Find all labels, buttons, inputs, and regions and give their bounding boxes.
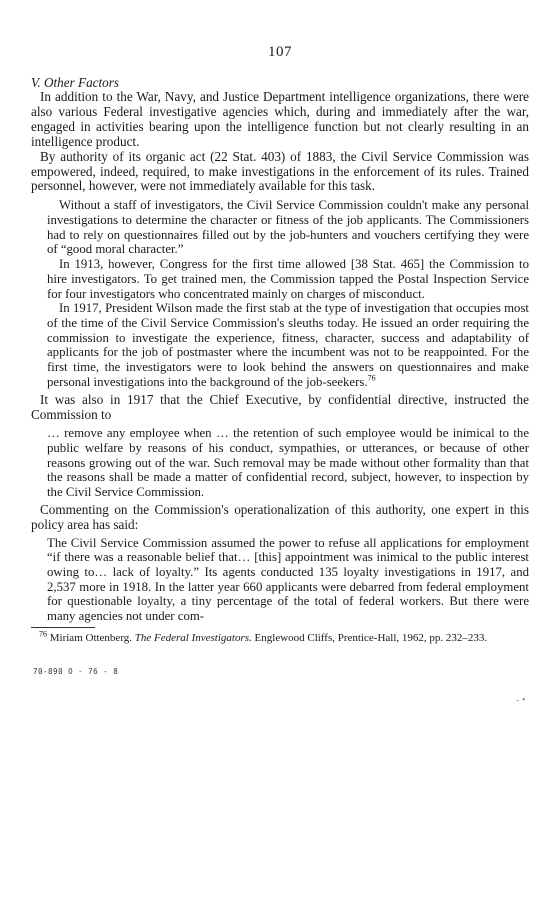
directive-quote-text: … remove any employee when … the retention of such employee would be inimical to the public welfare by reasons of his conduct, sympathies, or utterances, or because of other reasons growing out of the war. Such removal may be made without other formality than that the reasons shall be made a matter of confidential record, subject, however, to inspection by the Civil Service Commission. — [47, 426, 529, 500]
quote-paragraph-1: Without a staff of investigators, the Civil Service Commission couldn't make any personal investigations to determine the character or fitness of the job applicants. The Commissioners had to rely on questionnaires filled out by the job-hunters and vouchers certifying they were of “good moral character.” — [47, 198, 529, 257]
footnote-divider — [31, 627, 95, 628]
block-quote-directive — [47, 426, 529, 500]
block-quote-expert — [47, 536, 529, 624]
paragraph-3: It was also in 1917 that the Chief Executive, by confidential directive, instructed the Commission to — [31, 392, 529, 423]
footnote-marker: 76 — [39, 629, 47, 639]
paragraph-1: In addition to the War, Navy, and Justice Department intelligence organizations, there were also various Federal investigative agencies which, during and immediately after the war, engaged in activities bearing upon the intelligence function but not clearly resulting in an intelligence product. — [31, 89, 529, 149]
document-page — [31, 44, 529, 676]
margin-mark: - • — [516, 695, 526, 706]
section-heading: V. Other Factors — [31, 75, 120, 90]
quote-paragraph-3 — [47, 301, 529, 389]
footnote — [31, 629, 529, 646]
footnote-title: The Federal Investigators. — [134, 631, 252, 644]
footnote-reference: 76 — [367, 373, 376, 383]
quote-paragraph-2: In 1913, however, Congress for the first time allowed [38 Stat. 465] the Commission to hire investigators. To get trained men, the Commission tapped the Postal Inspection Service for four investigators who concentrated mainly on charges of misconduct. — [47, 257, 529, 301]
paragraph-4: Commenting on the Commission's operationalization of this authority, one expert in this policy area has said: — [31, 501, 529, 532]
footnote-author: Miriam Ottenberg. — [49, 631, 133, 644]
expert-quote-text: The Civil Service Commission assumed the power to refuse all applications for employment “if there was a reasonable belief that… [this] appointment was inimical to the public interest owing to… lack of loyalty.” Its agents conducted 135 loyalty investigations in 1917, and 2,537 more in 1918. In the latter year 660 applicants were debarred from federal employment for questionable loyalty, a tiny percentage of the total of federal workers. But there were many agencies not under com- — [47, 535, 529, 624]
block-quote-ottenberg — [47, 198, 529, 389]
paragraph-2: By authority of its organic act (22 Stat. 403) of 1883, the Civil Service Commission was empowered, indeed, required, to make investigations in the enforcement of its rules. Trained personnel, however, were not immediately available for this task. — [31, 148, 529, 194]
quote-paragraph-3-text: In 1917, President Wilson made the first stab at the type of investigation that occupies most of the time of the Civil Service Commission's sleuths today. He issued an order requiring the commission to investigate the experience, fitness, character, success and adaptability of applicants for the job of postmaster where the incumbent was not to be reappointed. For the first time, the investigators were to look behind the answers on questionnaires and make personal investigations into the background of the job-seekers. — [47, 301, 529, 389]
page-number: 107 — [268, 44, 292, 60]
footnote-publication: Englewood Cliffs, Prentice-Hall, 1962, pp. 232–233. — [254, 631, 488, 644]
printer-code: 70-890 O - 76 - 8 — [33, 667, 119, 677]
